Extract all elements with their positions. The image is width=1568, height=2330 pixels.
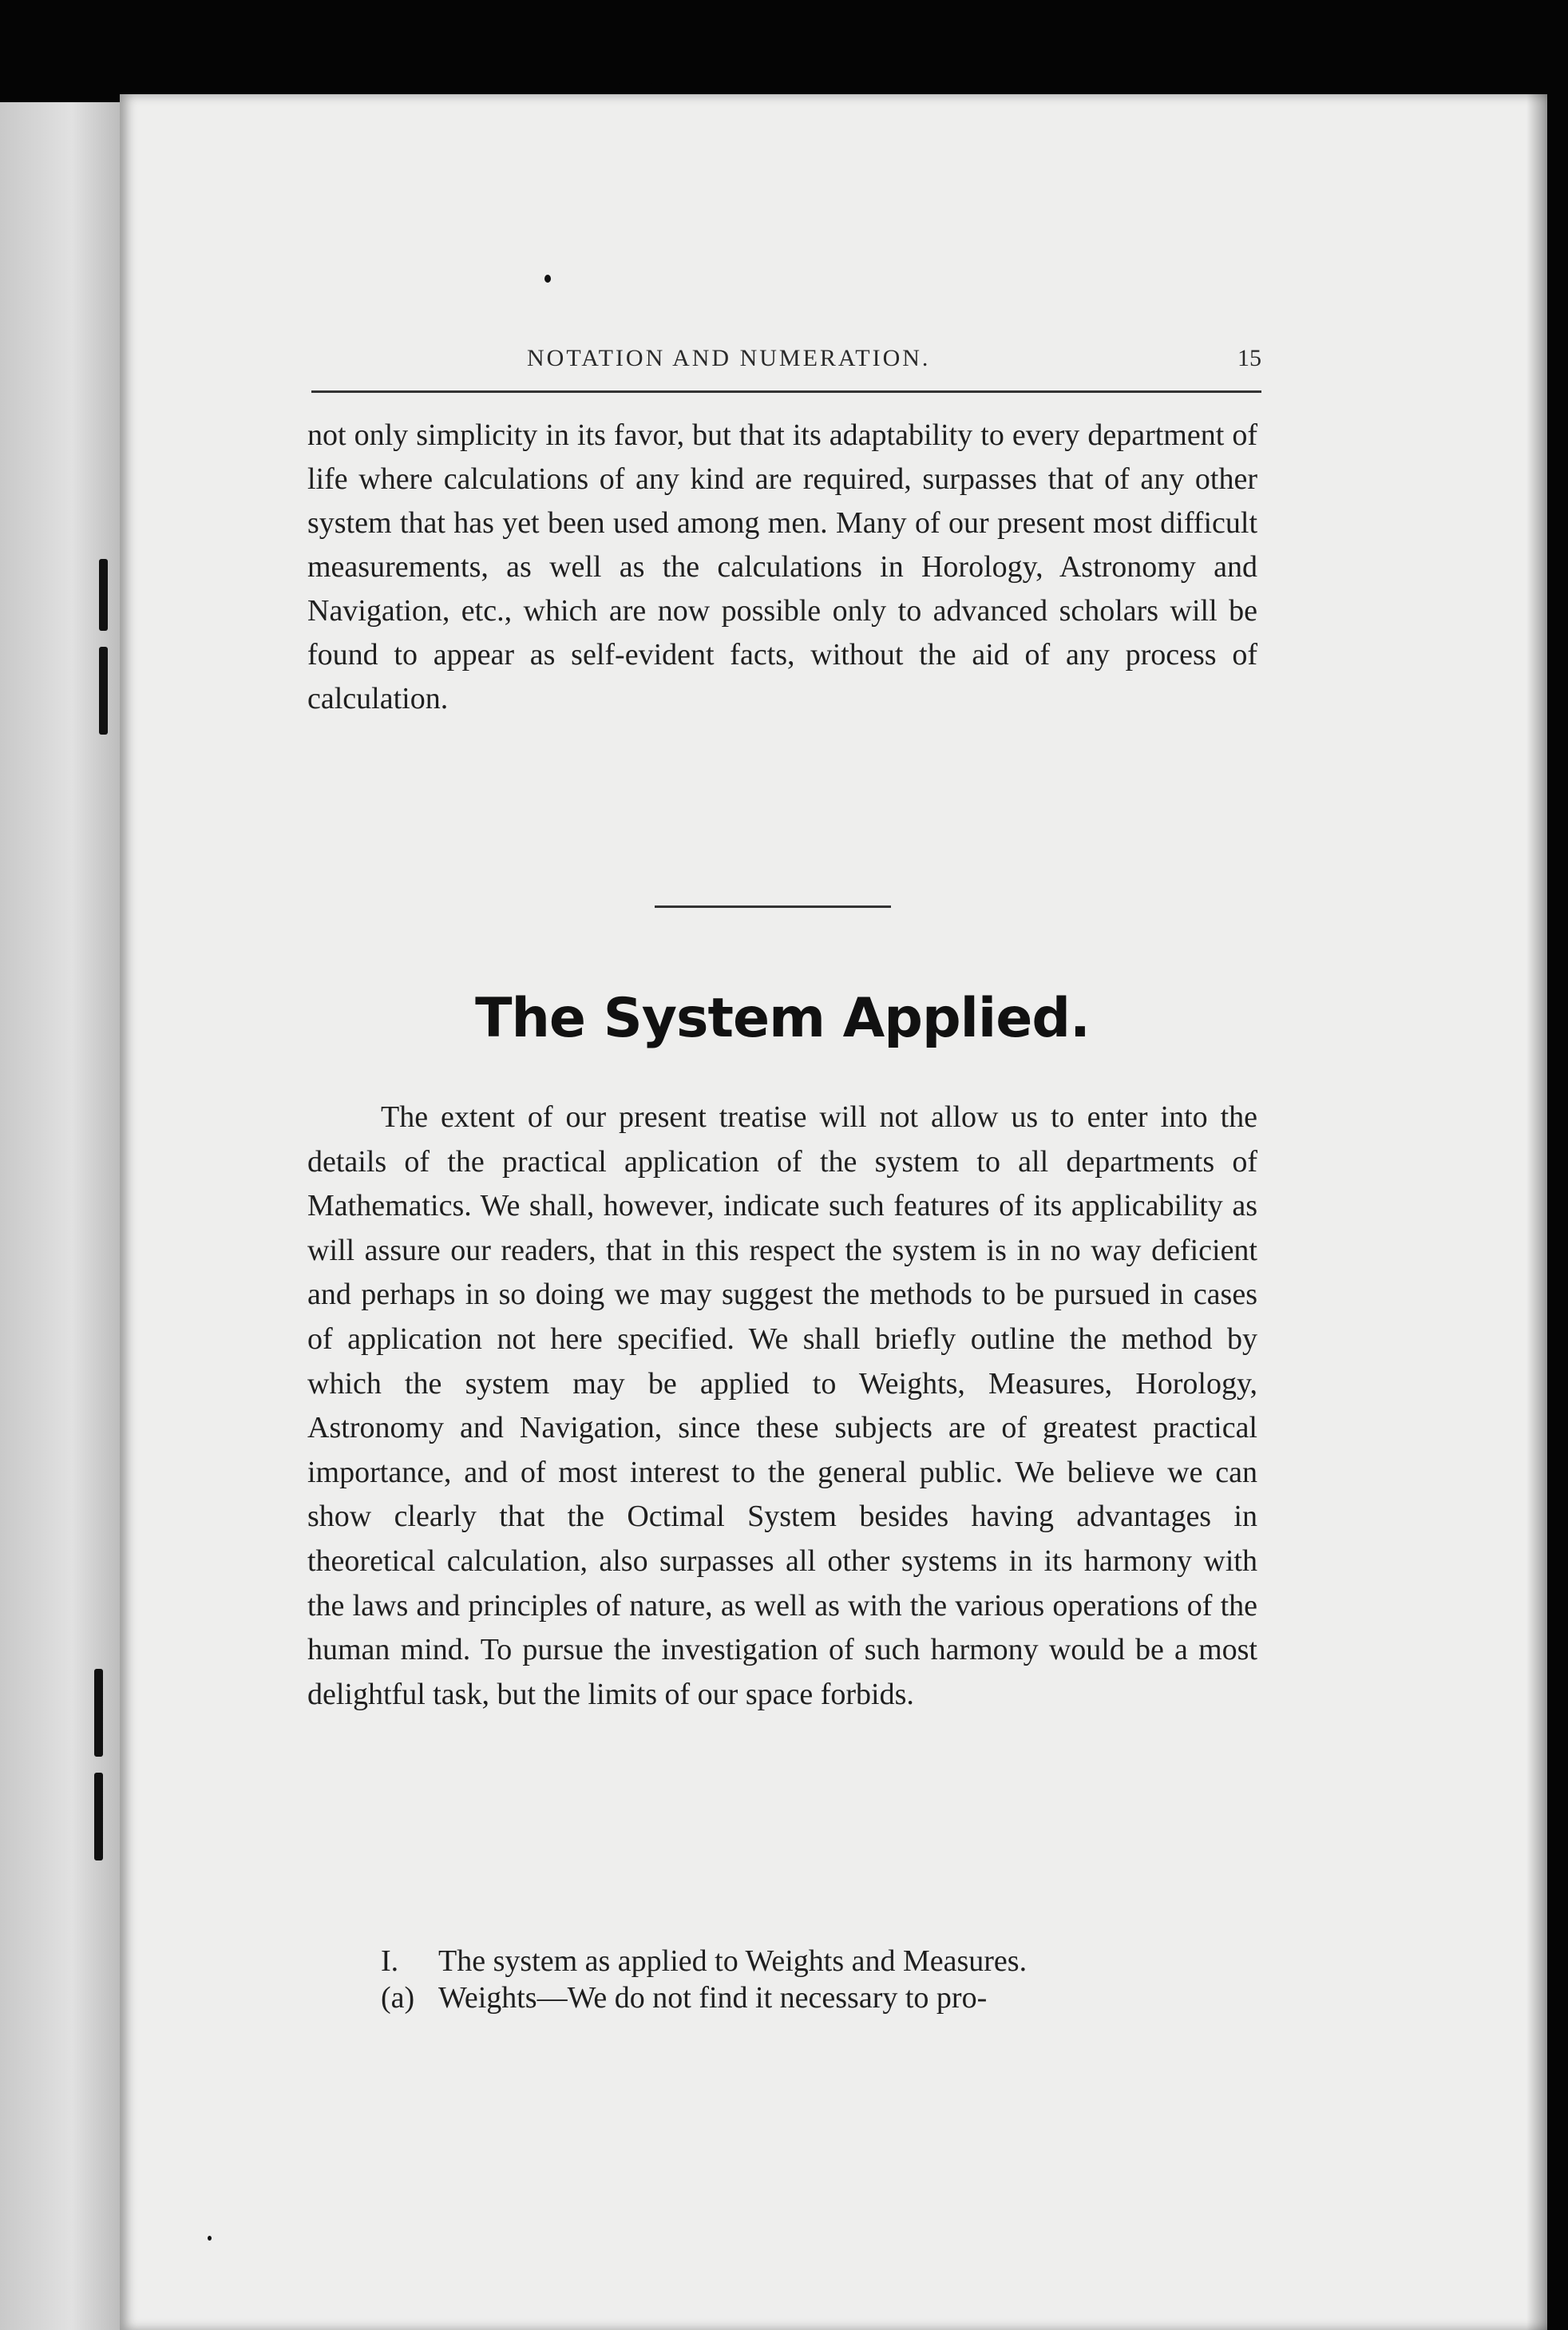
section-paragraph: The extent of our present treatise will not allow us to enter into the details of the practical application of the system to all departments of Mathematics. We shall, however, indicate such features of its applicability as will assure our readers, that in this respect the system is in no way deficient and perhaps in so doing we may suggest the methods to be pursued in cases of application not here specified. We shall briefly outline the method by which the system may be applied to Weights, Measures, Horology, Astronomy and Navigation, since these subjects are of greatest practical importance, and of most interest to the general public. We believe we can show clearly that the Octimal System besides having advantages in theoretical calculation, also surpasses all other systems in its harmony with the laws and principles of nature, as well as with the various operations of the human mind. To pursue the investigation of such harmony would be a most delightful task, but the limits of our space forbids. <box>307 1100 1257 1711</box>
page-edge-shadow <box>1526 94 1547 2330</box>
ink-speck <box>544 275 551 283</box>
binding-mark <box>99 647 108 735</box>
ink-speck <box>208 2236 212 2241</box>
facing-page-edge <box>0 102 120 2330</box>
list-item <box>381 1944 1259 1979</box>
section-divider <box>655 905 891 908</box>
section-title: The System Applied. <box>475 987 1090 1050</box>
list-item <box>381 1980 1259 2015</box>
section-body <box>307 1096 1257 1717</box>
list-text: Weights—We do not find it necessary to pro- <box>438 1981 988 2015</box>
list-marker: (a) <box>381 1981 415 2015</box>
list-marker: I. <box>381 1944 399 1978</box>
header-rule <box>311 390 1261 393</box>
body-paragraph: not only simplicity in its favor, but that its adaptability to every department of life where calculations of any kind are required, surpasses that of any other system that has yet been used among men. Many of our present most difficult measurements, as well as the calculations in Horology, Astronomy and Navigation, etc., which are now possible only to advanced scholars will be found to appear as self-evident facts, without the aid of any process of calculation. <box>307 418 1257 715</box>
list-text: The system as applied to Weights and Measures. <box>438 1944 1028 1978</box>
binding-mark <box>94 1773 103 1860</box>
running-head-title: NOTATION AND NUMERATION. <box>527 345 931 371</box>
binding-mark <box>99 559 108 631</box>
page-number: 15 <box>1237 345 1261 371</box>
binding-mark <box>94 1669 103 1757</box>
running-head <box>527 345 1261 380</box>
